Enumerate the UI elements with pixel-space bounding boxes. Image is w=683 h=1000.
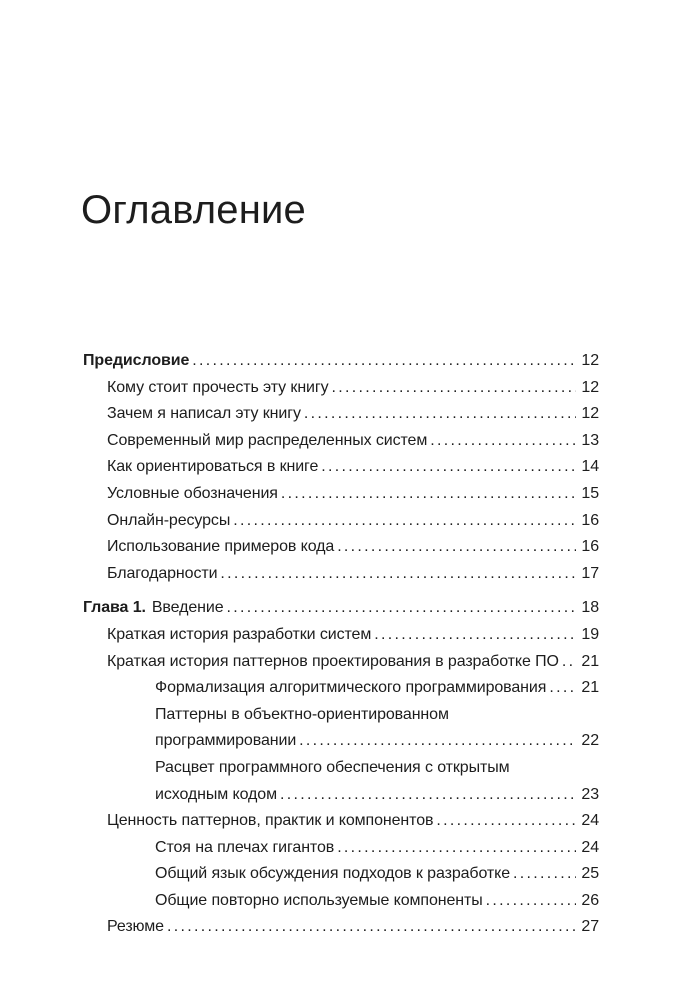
toc-page-number: 23 [581,785,599,803]
dot-leader [546,675,576,702]
dot-leader [301,401,576,428]
toc-entry-bold-label: Глава 1. [83,599,146,617]
toc-entry-label: Резюме [107,918,164,936]
toc-entry-bold-label: Предисловие [83,352,190,369]
dot-leader [318,454,576,481]
toc-entry-line [83,702,599,729]
toc-entry-line [83,375,599,402]
toc-page-number: 27 [581,918,599,936]
dot-leader [559,649,577,676]
dot-leader [278,481,577,508]
toc-entry-label: Расцвет программного обеспечения с открытым [155,758,510,776]
dot-leader [371,622,576,649]
toc-entry-line [83,649,599,676]
toc-entry-label: Паттерны в объектно-ориентированном [155,705,449,723]
dot-leader [334,835,576,862]
toc-entry-line [83,561,599,588]
toc-page-number: 21 [581,652,599,670]
dot-leader [510,861,576,888]
toc-entry-line [83,534,599,561]
dot-leader [277,782,576,809]
toc-entry-label: Благодарности [107,564,218,582]
toc-page-number: 12 [581,378,599,396]
toc-entry-label: Общие повторно используемые компоненты [155,891,483,909]
toc-page-number: 12 [581,405,599,423]
toc-entry-label: Использование примеров кода [107,538,335,556]
toc-page-number: 13 [581,431,599,449]
dot-leader [329,375,577,402]
toc-entry-line [83,808,599,835]
dot-leader [296,728,576,755]
toc-entry-line [83,508,599,535]
dot-leader [433,808,576,835]
toc-entry-line [83,595,599,622]
toc-entry-line [83,622,599,649]
toc-entry-label: Онлайн-ресурсы [107,511,231,529]
toc-entry-line [83,675,599,702]
dot-leader [217,561,576,588]
toc-page-number: 22 [581,732,599,750]
toc-entry-line [83,481,599,508]
toc-entry-line [83,888,599,915]
toc-entry-label: Формализация алгоритмического программирования [155,679,547,697]
toc-entry-label: Краткая история разработки систем [107,625,372,643]
toc-entry-line [83,428,599,455]
toc-entry-label: Ценность паттернов, практик и компонентов [107,812,434,830]
dot-leader [483,888,577,915]
toc-page-number: 26 [581,891,599,909]
dot-leader [334,534,576,561]
toc-entry-line [83,454,599,481]
toc-page-number: 14 [581,458,599,476]
dot-leader [164,914,576,941]
toc-entry-line [83,728,599,755]
toc-list [83,348,599,941]
toc-entry-label: Общий язык обсуждения подходов к разработке [155,865,511,883]
toc-page-number: 12 [581,352,599,369]
dot-leader [189,348,576,375]
toc-page-number: 16 [581,538,599,556]
toc-entry-line [83,835,599,862]
toc-page-number: 21 [581,679,599,697]
dot-leader [427,428,576,455]
toc-page-number: 19 [581,625,599,643]
toc-entry-label: программировании [155,732,297,750]
toc-entry-line [83,401,599,428]
toc-entry-line [83,348,599,375]
toc-page-number: 17 [581,564,599,582]
toc-page-number: 15 [581,484,599,502]
page-title: Оглавление [81,188,307,232]
toc-entry-line [83,782,599,809]
toc-page-number: 18 [581,599,599,617]
toc-page-number: 16 [581,511,599,529]
toc-entry-label: Кому стоит прочесть эту книгу [107,378,329,396]
toc-entry-line [83,914,599,941]
toc-entry-label: Стоя на плечах гигантов [155,838,335,856]
toc-entry-label: Как ориентироваться в книге [107,458,319,476]
toc-entry-line [83,755,599,782]
toc-entry-label: исходным кодом [155,785,277,803]
toc-entry-label: Введение [151,599,224,617]
toc-page-number: 24 [581,812,599,830]
toc-entry-line [83,861,599,888]
toc-entry-label: Условные обозначения [107,484,278,502]
dot-leader [230,508,576,535]
toc-entry-label: Современный мир распределенных систем [107,431,428,449]
toc-page-number: 24 [581,838,599,856]
toc-page-number: 25 [581,865,599,883]
toc-entry-label: Зачем я написал эту книгу [107,405,301,423]
toc-entry-label: Краткая история паттернов проектирования в разработке ПО [107,652,559,670]
dot-leader [224,595,577,622]
